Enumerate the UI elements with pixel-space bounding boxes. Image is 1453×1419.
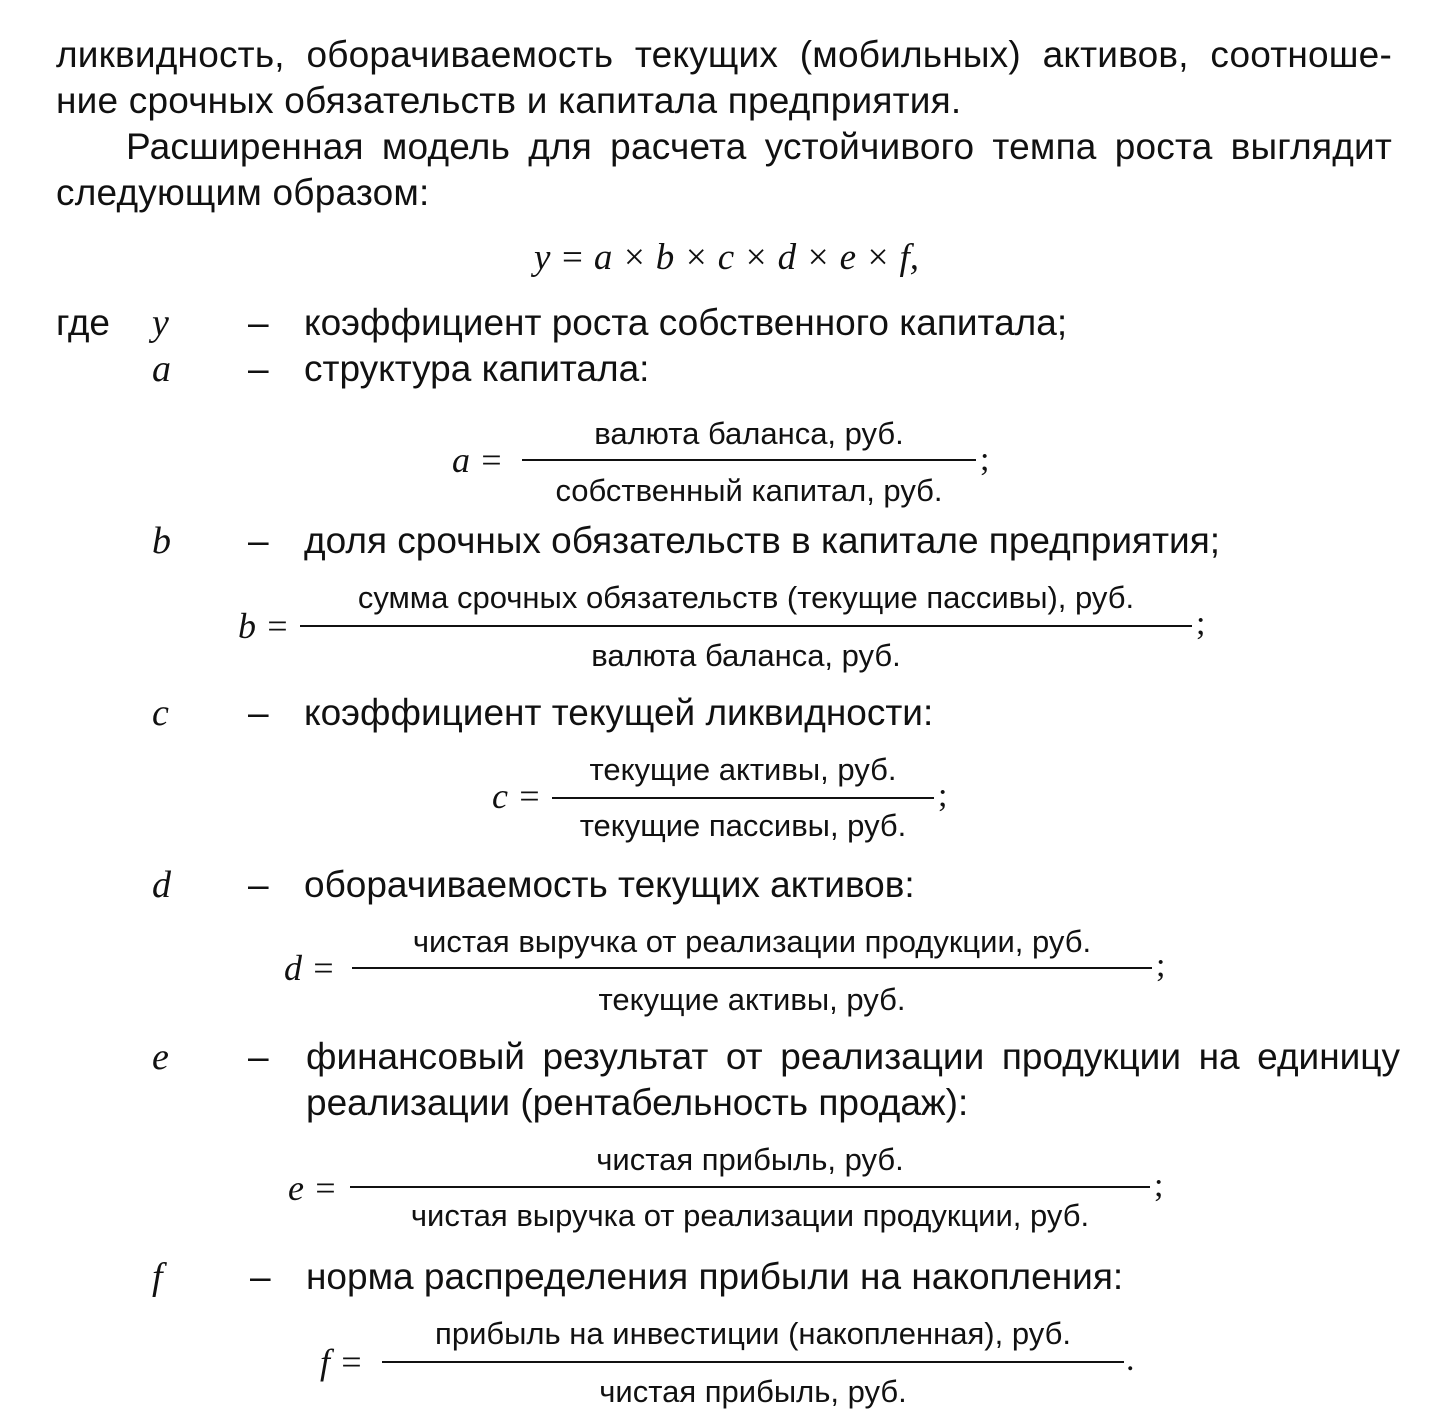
definition-text-e-line2: реализации (рентабельность продаж): <box>306 1082 969 1123</box>
definition-dash-e: – <box>248 1036 269 1077</box>
formula-f-numerator: прибыль на инвестиции (накопленная), руб. <box>435 1316 1071 1351</box>
formula-a-lhs: a = <box>452 440 504 480</box>
formula-e-denominator: чистая выручка от реализации продукции, руб. <box>410 1198 1090 1233</box>
definition-symbol-c: c <box>152 692 169 734</box>
formula-c-numerator: текущие активы, руб. <box>589 752 897 787</box>
formula-a-bar <box>522 459 976 461</box>
formula-b-lhs: b = <box>238 606 290 646</box>
definition-dash-b: – <box>248 520 269 561</box>
definition-dash-c: – <box>248 692 269 733</box>
formula-e-end: ; <box>1154 1167 1164 1204</box>
paragraph-line-2: ние срочных обязательств и капитала предприятия. <box>56 80 962 121</box>
paragraph-line-4: следующим образом: <box>56 172 430 213</box>
paragraph-line-3: Расширенная модель для расчета устойчивого темпа роста выглядит <box>126 126 1392 167</box>
formula-c-end: ; <box>938 777 948 814</box>
formula-d-bar <box>352 967 1152 969</box>
definition-symbol-y: y <box>152 302 169 344</box>
formula-f-end: . <box>1126 1341 1135 1378</box>
definition-dash-f: – <box>250 1256 271 1297</box>
formula-a-end: ; <box>980 441 990 478</box>
paragraph-line-1: ликвидность, оборачиваемость текущих (мобильных) активов, соотноше- <box>56 34 1392 75</box>
definition-dash-y: – <box>248 302 269 343</box>
formula-f-denominator: чистая прибыль, руб. <box>599 1374 907 1409</box>
definition-text-y: коэффициент роста собственного капитала; <box>304 302 1068 343</box>
formula-a-denominator: собственный капитал, руб. <box>555 473 943 508</box>
definition-text-a: структура капитала: <box>304 348 650 389</box>
formula-d-denominator: текущие активы, руб. <box>598 982 906 1017</box>
formula-e-bar <box>350 1186 1150 1188</box>
formula-b-denominator: валюта баланса, руб. <box>591 638 901 673</box>
formula-c-bar <box>552 797 934 799</box>
definition-text-e: финансовый результат от реализации продукции на единицу <box>306 1036 1400 1077</box>
definition-text-b: доля срочных обязательств в капитале предприятия; <box>304 520 1221 561</box>
definition-dash-a: – <box>248 348 269 389</box>
formula-d-end: ; <box>1156 947 1166 984</box>
formula-d-lhs: d = <box>284 948 336 988</box>
formula-e-numerator: чистая прибыль, руб. <box>596 1142 904 1177</box>
formula-a-numerator: валюта баланса, руб. <box>594 416 904 451</box>
formula-c-denominator: текущие пассивы, руб. <box>579 808 907 843</box>
main-formula: y = a × b × c × d × e × f, <box>533 237 920 278</box>
definition-symbol-b: b <box>152 520 171 562</box>
formula-b-end: ; <box>1196 605 1206 642</box>
where-word: где <box>56 302 111 343</box>
definition-text-f: норма распределения прибыли на накопления: <box>306 1256 1124 1297</box>
definition-symbol-f: f <box>152 1256 163 1298</box>
definition-symbol-e: e <box>152 1036 169 1078</box>
formula-b-numerator: сумма срочных обязательств (текущие пассивы), руб. <box>357 580 1135 615</box>
formula-b-bar <box>300 625 1192 627</box>
formula-e-lhs: e = <box>288 1168 338 1208</box>
definition-symbol-d: d <box>152 864 171 906</box>
definition-dash-d: – <box>248 864 269 905</box>
definition-symbol-a: a <box>152 348 171 390</box>
formula-f-bar <box>382 1361 1124 1363</box>
formula-d-numerator: чистая выручка от реализации продукции, руб. <box>412 924 1092 959</box>
formula-f-lhs: f = <box>320 1342 364 1382</box>
definition-text-d: оборачиваемость текущих активов: <box>304 864 915 905</box>
definition-text-c: коэффициент текущей ликвидности: <box>304 692 934 733</box>
formula-c-lhs: c = <box>492 776 542 816</box>
